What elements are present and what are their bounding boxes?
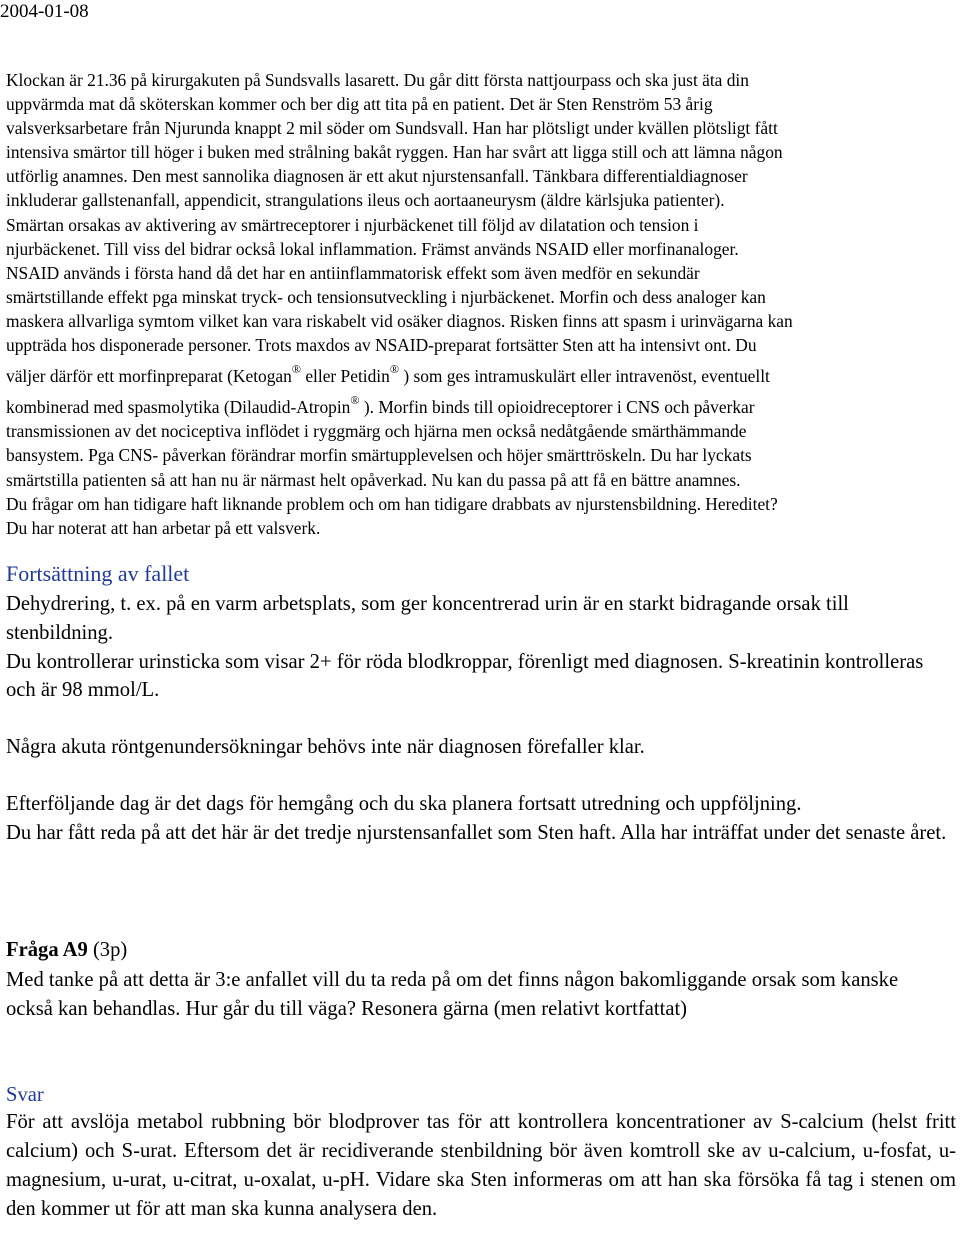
- intro-line: transmissionen av det nociceptiva inflödet i ryggmärg och hjärna men också nedåtgående smärthämmande: [6, 421, 747, 442]
- question-heading: [6, 936, 127, 964]
- continuation-section: [6, 590, 956, 848]
- registered-mark: ®: [350, 393, 360, 408]
- intro-line: uppvärmda mat då sköterskan kommer och ber dig att tita på en patient. Det är Sten Renström 53 årig: [6, 94, 713, 115]
- question-points: (3p): [92, 939, 128, 961]
- intro-line: uppträda hos disponerade personer. Trots maxdos av NSAID-preparat fortsätter Sten att ha intensivt ont. Du: [6, 335, 757, 356]
- text-fragment: kombinerad med spasmolytika (Dilaudid-Atropin: [6, 397, 351, 418]
- continuation-paragraph: Efterföljande dag är det dags för hemgång och du ska planera fortsatt utredning och uppföljning.: [6, 792, 802, 815]
- intro-line: maskera allvarliga symtom vilket kan vara riskabelt vid osäker diagnos. Risken finns att spasm i urinvägarna kan: [6, 310, 793, 331]
- intro-line: intensiva smärtor till höger i buken med strålning bakåt ryggen. Han har svårt att ligga still och att lämna någon: [6, 142, 783, 163]
- continuation-paragraph: Dehydrering, t. ex. på en varm arbetsplats, som ger koncentrerad urin är en starkt bidragande orsak till stenbildning.: [6, 593, 849, 644]
- question-label: Fråga A9: [6, 939, 88, 961]
- registered-mark: ®: [291, 362, 301, 377]
- intro-line: Klockan är 21.36 på kirurgakuten på Sundsvalls lasarett. Du går ditt första nattjourpass och ska just äta din: [6, 70, 749, 90]
- intro-line: Du frågar om han tidigare haft liknande problem och om han tidigare drabbats av njurstensbildning. Hereditet?: [6, 493, 778, 514]
- continuation-paragraph: Du kontrollerar urinsticka som visar 2+ för röda blodkroppar, förenligt med diagnosen. S-kreatinin kontrolleras och är 98 mmol/L.: [6, 650, 924, 702]
- registered-mark: ®: [389, 362, 399, 377]
- intro-line: utförlig anamnes. Den mest sannolika diagnosen är ett akut njurstensanfall. Tänkbara differentialdiagnoser: [6, 166, 748, 187]
- case-introduction: [6, 68, 956, 540]
- answer-heading: Svar: [6, 1084, 44, 1106]
- text-fragment: ) som ges intramuskulärt eller intravenöst, eventuellt: [398, 366, 770, 387]
- intro-line: Du har noterat att han arbetar på ett valsverk.: [6, 517, 321, 538]
- text-fragment: eller Petidin: [300, 366, 390, 387]
- intro-line: NSAID används i första hand då det har en antiinflammatorisk effekt som även medför en sekundär: [6, 262, 700, 283]
- continuation-heading: Fortsättning av fallet: [6, 561, 190, 586]
- paragraph-spacer: [6, 705, 956, 733]
- document-date: 2004-01-08: [0, 1, 89, 22]
- text-fragment: ). Morfin binds till opioidreceptorer i CNS och påverkar: [359, 397, 755, 418]
- paragraph-spacer: [6, 762, 956, 790]
- intro-line: Smärtan orsakas av aktivering av smärtreceptorer i njurbäckenet till följd av dilatation och tension i: [6, 214, 699, 235]
- continuation-paragraph: Du har fått reda på att det här är det tredje njurstensanfallet som Sten haft. Alla har inträffat under det senaste året.: [6, 821, 947, 844]
- intro-line: smärtstilla patienten så att han nu är närmast helt opåverkad. Nu kan du passa på att få en bättre anamnes.: [6, 469, 741, 490]
- continuation-paragraph: Några akuta röntgenundersökningar behövs inte när diagnosen förefaller klar.: [6, 736, 645, 759]
- intro-line: bansystem. Pga CNS- påverkan förändrar morfin smärtupplevelsen och höjer smärttröskeln. Du har lyckats: [6, 445, 752, 466]
- intro-line: inkluderar gallstenanfall, appendicit, strangulations ileus och aortaaneurysm (äldre kärlsjuka patienter).: [6, 190, 725, 211]
- intro-line-ketogan: [6, 357, 956, 388]
- text-fragment: väljer därför ett morfinpreparat (Ketogan: [6, 366, 292, 387]
- question-text: Med tanke på att detta är 3:e anfallet vill du ta reda på om det finns någon bakomliggande orsak som kanske också kan behandlas. Hur går du till väga? Resonera gärna (men relativt kortfattat): [6, 969, 899, 1020]
- answer-text: För att avslöja metabol rubbning bör blodprover tas för att kontrollera koncentrationer av S-calcium (helst fritt calcium) och S-urat. Eftersom det är recidiverande stenbildning bör även komtroll ske av u-calcium, u-fosfat, u-magnesium, u-urat, u-citrat, u-oxalat, u-pH. Vidare ska Sten informeras om att han ska försöka få tag i stenen om den kommer ut för att man ska kunna analysera den.: [6, 1111, 956, 1220]
- intro-line-dilaudid: [6, 388, 956, 419]
- intro-line: smärtstillande effekt pga minskat tryck- och tensionsutveckling i njurbäckenet. Morfin och dess analoger kan: [6, 286, 766, 307]
- intro-line: njurbäckenet. Till viss del bidrar också lokal inflammation. Främst används NSAID eller morfinanaloger.: [6, 238, 739, 259]
- intro-line: valsverksarbetare från Njurunda knappt 2 mil söder om Sundsvall. Han har plötsligt under kvällen plötsligt fått: [6, 118, 778, 139]
